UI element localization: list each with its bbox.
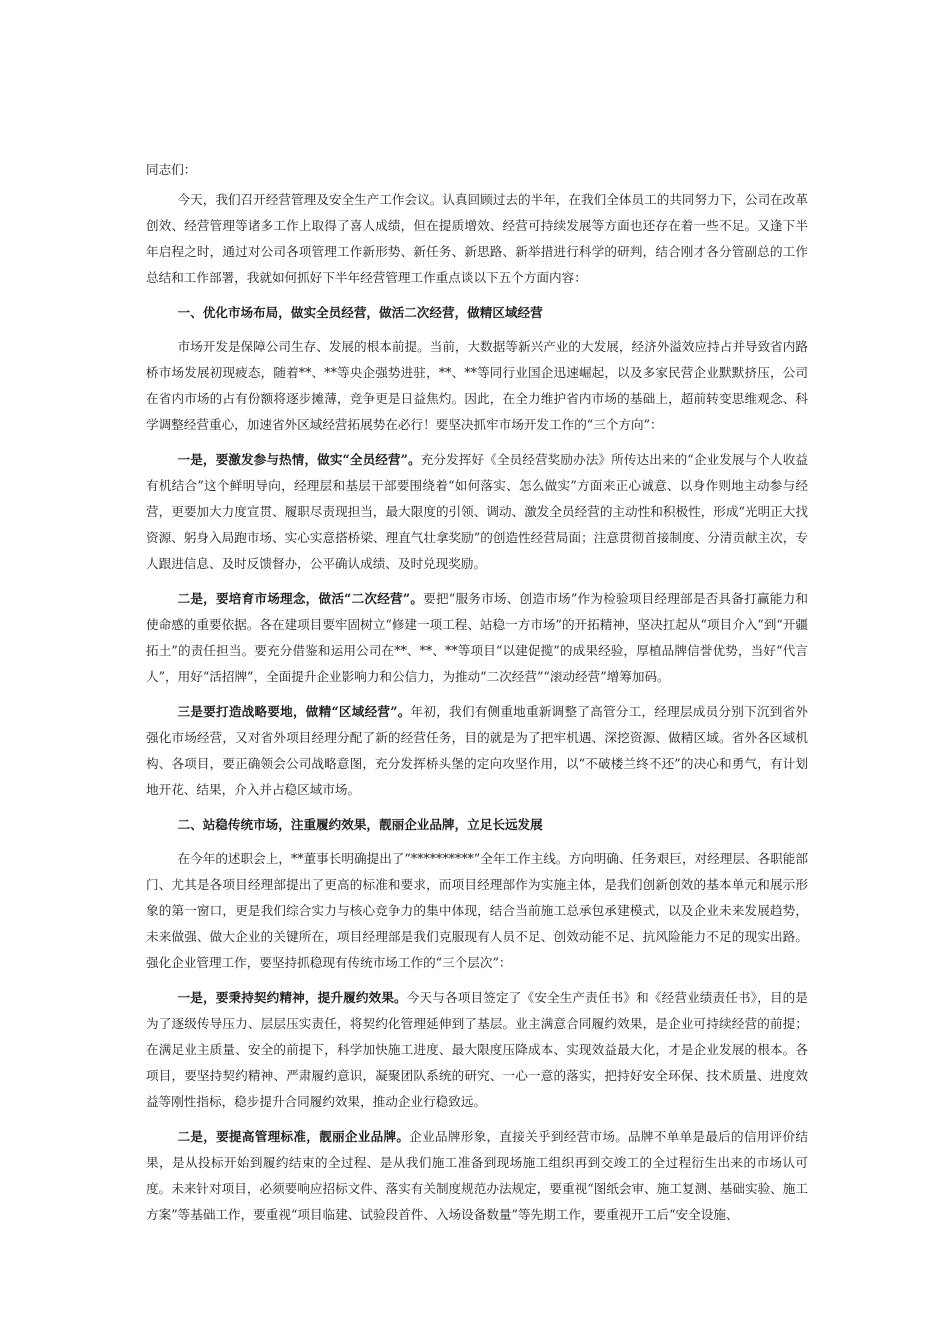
section-1-point-3 [146,699,808,803]
section-2-intro: 在今年的述职会上，**董事长明确提出了“**********”全年工作主线。方向明确、任务艰巨，对经理层、各职能部门、尤其是各项目经理部提出了更高的标准和要求，而项目经理部作为实施主体，是我们创新创效的基本单元和展示形象的第一窗口，更是我们综合实力与核心竞争力的集中体现，结合当前施工总承包承建模式，以及企业未来发展趋势，未来做强、做大企业的关键所在，项目经理部是我们克服现有人员不足、创效动能不足、抗风险能力不足的现实出路。强化企业管理工作，要坚持抓稳现有传统市场工作的“三个层次”： [146,851,808,970]
point-lead: 一是，要秉持契约精神，提升履约效果。 [177,990,407,1005]
section-1-point-2 [146,586,808,690]
salutation: 同志们： [146,162,197,177]
point-lead: 三是要打造战略要地，做精“区域经营”。 [177,704,411,719]
point-lead: 二是，要提高管理标准，靓丽企业品牌。 [177,1129,410,1144]
point-text: 企业品牌形象，直接关乎到经营市场。品牌不单单是最后的信用评价结果，是从投标开始到履约结束的全过程、是从我们施工准备到现场施工组织再到交竣工的全过程衍生出来的市场认可度。未来针对项目，必须要响应招标文件、落实有关制度规范办法规定，要重视“图纸会审、施工复测、基础实验、施工方案”等基础工作，要重视“项目临建、试验段首件、入场设备数量”等先期工作，要重视开工后“安全设施、 [146,1129,809,1222]
section-heading-1: 一、优化市场布局，做实全员经营，做活二次经营，做精区域经营 [177,305,543,320]
section-1-point-1 [146,447,808,577]
section-2-point-1 [146,985,808,1115]
intro-paragraph: 今天，我们召开经营管理及安全生产工作会议。认真回顾过去的半年，在我们全体员工的共同努力下，公司在改革创效、经营管理等诸多工作上取得了喜人成绩，但在提质增效、经营可持续发展等方面也还存在着一些不足。又逢下半年启程之时，通过对公司各项管理工作新形势、新任务、新思路、新举措进行科学的研判，结合刚才各分管副总的工作总结和工作部署，我就如何抓好下半年经营管理工作重点谈以下五个方面内容： [146,192,808,285]
section-2-point-2 [146,1124,808,1228]
point-text: 年初，我们有侧重地重新调整了高管分工，经理层成员分别下沉到省外强化市场经营，又对省外项目经理分配了新的经营任务，目的就是为了把牢机遇、深挖资源、做精区域。省外各区域机构、各项目，要正确领会公司战略意图，充分发挥桥头堡的定向攻坚作用，以“不破楼兰终不还”的决心和勇气，有计划地开花、结果，介入并占稳区域市场。 [146,704,808,797]
point-text: 要把“服务市场、创造市场”作为检验项目经理部是否具备打赢能力和使命感的重要依据。各在建项目要牢固树立“修建一项工程、站稳一方市场”的开拓精神，坚决扛起从“项目介入”到“开疆拓土”的责任担当。要充分借鉴和运用公司在**、**、**等项目“以建促揽”的成果经验，厚植品牌信誉优势，当好“代言人”，用好“活招牌”，全面提升企业影响力和公信力，为推动“二次经营”“滚动经营”增筹加码。 [146,591,808,684]
point-text: 充分发挥好《全员经营奖励办法》所传达出来的“企业发展与个人收益有机结合”这个鲜明导向，经理层和基层干部要围绕着“如何落实、怎么做实”方面来正心诚意、以身作则地主动参与经营，更要加大力度宣贯、履职尽责现担当，最大限度的引领、调动、激发全员经营的主动性和积极性，形成“光明正大找资源、躬身入局跑市场、实心实意搭桥梁、理直气壮拿奖励”的创造性经营局面；注意贯彻首接制度、分清贡献主次，专人跟进信息、及时反馈督办，公平确认成绩、及时兑现奖励。 [146,452,808,571]
section-1-intro: 市场开发是保障公司生存、发展的根本前提。当前，大数据等新兴产业的大发展，经济外溢效应持占并导致省内路桥市场发展初现疲态，随着**、**等央企强势进驻，**、**等同行业国企迅速崛起，以及多家民营企业默默挤压，公司在省内市场的占有份额将逐步摊薄，竞争更是日益焦灼。因此，在全力维护省内市场的基础上，超前转变思维观念、科学调整经营重心，加速省外区域经营拓展势在必行！要坚决抓牢市场开发工作的“三个方向”： [146,339,808,432]
section-heading-2: 二、站稳传统市场，注重履约效果，靓丽企业品牌，立足长远发展 [177,817,543,832]
point-text: 今天与各项目签定了《安全生产责任书》和《经营业绩责任书》，目的是为了逐级传导压力、层层压实责任，将契约化管理延伸到了基层。业主满意合同履约效果，是企业可持续经营的前提；在满足业主质量、安全的前提下，科学加快施工进度、最大限度压降成本、实现效益最大化，才是企业发展的根本。各项目，要坚持契约精神、严肃履约意识，凝聚团队系统的研究、一心一意的落实，把持好安全环保、技术质量、进度效益等刚性指标，稳步提升合同履约效果，推动企业行稳致远。 [146,990,809,1109]
point-lead: 二是，要培育市场理念，做活“二次经营”。 [177,591,424,606]
point-lead: 一是，要激发参与热情，做实“全员经营”。 [177,452,421,467]
document-page [146,157,808,1237]
